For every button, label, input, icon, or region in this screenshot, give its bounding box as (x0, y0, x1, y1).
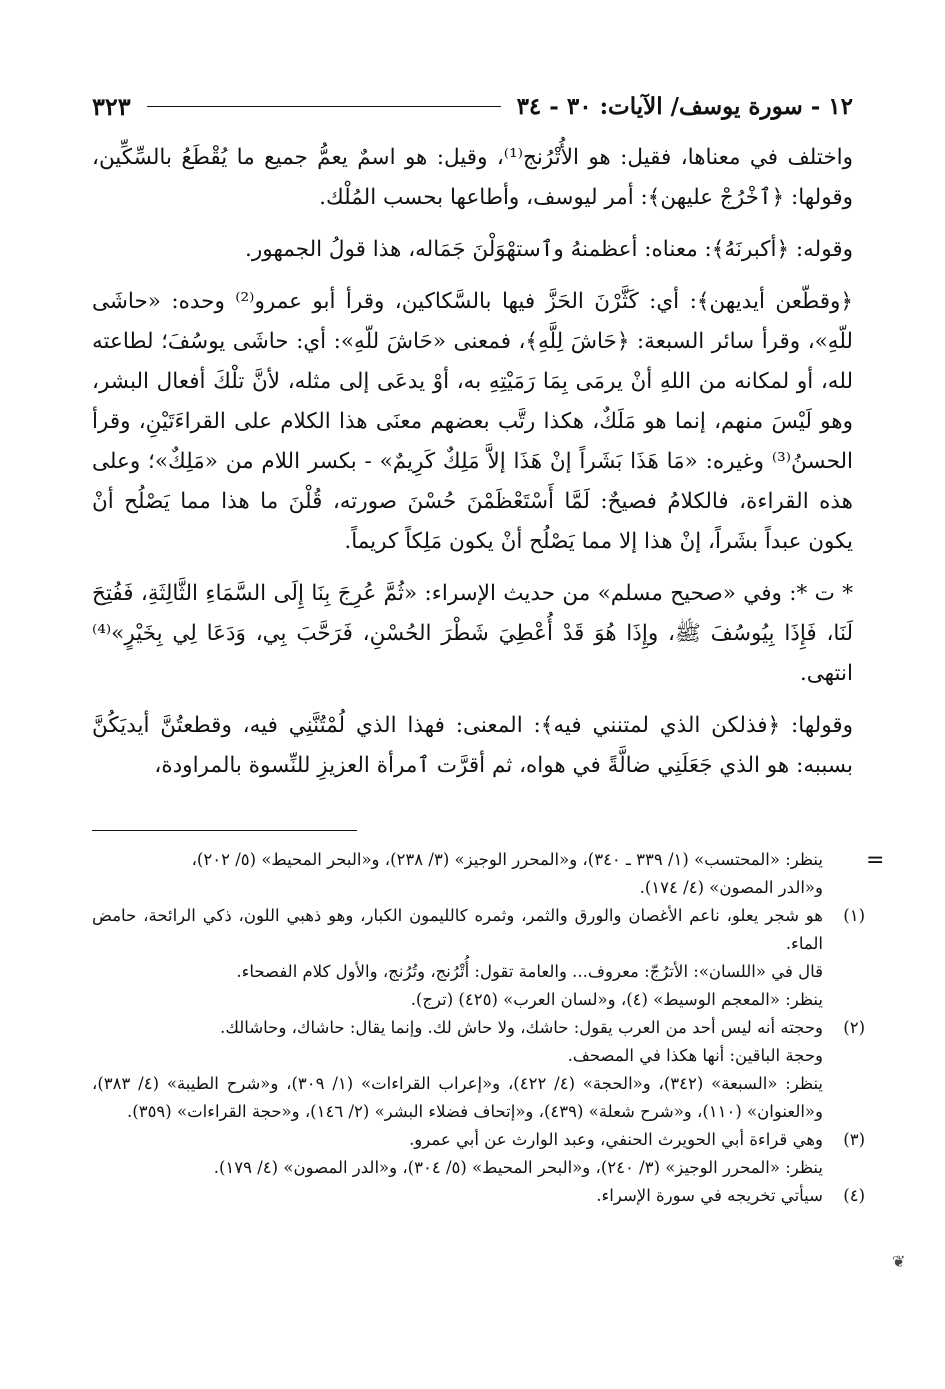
footnote-2 (92, 1014, 865, 1126)
footnote-line: هو شجر يعلو، ناعم الأغصان والورق والثمر، وثمره كالليمون الكبار، وهو ذهبي اللون، ذكي الرائحة، حامض الماء. (92, 906, 823, 953)
footnote-number: (٤) (843, 1186, 865, 1205)
footnote-separator (92, 830, 357, 831)
header-title: ١٢ - سورة يوسف/ الآيات: ٣٠ - ٣٤ (516, 92, 853, 120)
running-header (92, 86, 853, 126)
main-text (92, 138, 853, 798)
page-number: ٣٢٣ (92, 91, 131, 121)
footnote-line: ينظر: «المعجم الوسيط» (٤)، و«لسان العرب» (٤٢٥) (ترج). (410, 990, 823, 1009)
continuation-marker: = (866, 848, 885, 873)
footnote-line: قال في «اللسان»: الأترُجّ: معروف... والعامة تقول: أُتْرُنج، وتُرُنج، والأول كلام الفصحاء. (236, 962, 823, 981)
footnote-number: (١) (843, 906, 865, 925)
paragraph-4: * ت *: وفي «صحيح مسلم» من حديث الإسراء: «ثُمَّ عُرِجَ بِنَا إِلَى السَّمَاءِ الثَّالِثَةِ، فَفُتِحَ لَنَا، فَإِذَا بِيُوسُفَ ﷺ، وإِذَا هُوَ قَدْ أُعْطِيَ شَطْرَ الحُسْنِ، فَرَحَّبَ بِي، وَدَعَا لِي بِخَيْرٍ»⁽⁴⁾ انتهى. (92, 581, 853, 686)
footnote-line: وهي قراءة أبي الحويرث الحنفي، وعبد الوارث عن أبي عمرو. (409, 1130, 823, 1149)
paragraph-5: وقولها: ﴿فذلكن الذي لمتنني فيه﴾: المعنى: فهذا الذي لُمْتُنَّنِي فيه، وقطعتُنَّ أيديَكُنَّ بسببه: هو الذي جَعَلَنِي ضالَّةً في هواه، ثم أقرَّت ٱمرأة العزيزِ للنِّسوة بالمراودة، (92, 713, 853, 778)
ornament-icon: ❦ (892, 1252, 906, 1271)
paragraph-2: وقوله: ﴿أكبرنَهُ﴾: معناه: أعظمنهُ وٱستهْوَلْنَ جَمَاله، هذا قولُ الجمهور. (245, 237, 853, 262)
paragraph-1: واختلف في معناها، فقيل: هو الأُتْرُنج⁽¹⁾، وقيل: هو اسمٌ يعمُّ جميع ما يُقْطَعُ بالسِّكِّين، وقولها: ﴿ٱخْرُجْ عليهن﴾: أمر ليوسف، وأطاعها بحسب المُلْك. (92, 145, 853, 210)
footnote-line: وحجته أنه ليس أحد من العرب يقول: حاشك، ولا حاش لك. وإنما يقال: حاشاك، وحاشالك. (220, 1018, 823, 1037)
footnotes (92, 846, 865, 1210)
header-rule (147, 106, 501, 107)
footnote-line: و«الدر المصون» (٤/ ١٧٤). (639, 878, 823, 897)
footnote-number: (٢) (843, 1018, 865, 1037)
footnote-line: ينظر: «المحتسب» (١/ ٣٣٩ ـ ٣٤٠)، و«المحرر الوجيز» (٣/ ٢٣٨)، و«البحر المحيط» (٥/ ٢٠٢)، (191, 850, 823, 869)
footnote-line: سيأتي تخريجه في سورة الإسراء. (596, 1186, 823, 1205)
footnote-line: ينظر: «المحرر الوجيز» (٣/ ٢٤٠)، و«البحر المحيط» (٥/ ٣٠٤)، و«الدر المصون» (٤/ ١٧٩). (213, 1158, 823, 1177)
footnote-3 (92, 1126, 865, 1182)
footnote-continued (92, 846, 865, 902)
footnote-line: وحجة الباقين: أنها هكذا في المصحف. (567, 1046, 823, 1065)
footnote-line: ينظر: «السبعة» (٣٤٢)، و«الحجة» (٤/ ٤٢٢)، و«إعراب القراءات» (١/ ٣٠٩)، و«شرح الطيبة» (٤/ ٣٨٣)، و«العنوان» (١١٠)، و«شرح شعلة» (٤٣٩)، و«إتحاف فضلاء البشر» (٢/ ١٤٦)، و«حجة القراءات» (٣٥٩). (92, 1074, 824, 1121)
footnote-1 (92, 902, 865, 1014)
paragraph-3: ﴿وقطّعن أيديهن﴾: أي: كَثَّرْنَ الحَزَّ فيها بالسَّكاكين، وقرأ أبو عمرو⁽²⁾ وحده: «حاشَى للّهِ»، وقرأ سائر السبعة: ﴿حَاشَ لِلَّهِ﴾، فمعنى «حَاشَ للّهِ»: أي: حاشَى يوسُفَ؛ لطاعته لله، أو لمكانه من اللهِ أنْ يرمَى بِمَا رَمَيْتِهِ به، أوْ يدعَى إلى مثله، لأنَّ تلْكَ أفعال البشر، وهو لَيْسَ منهم، إنما هو مَلَكٌ، هكذا رتَّب بعضهم معنَى هذا الكلام على القراءَتَيْنِ، وقرأ الحسنُ⁽³⁾ وغيره: «مَا هَذَا بَشَراً إنْ هَذَا إلاَّ مَلِكٌ كَرِيمٌ» - بكسر اللام من «مَلِكٌ»؛ وعلى هذه القراءة، فالكلامُ فصيحٌ: لَمَّا أَسْتَعْظَمْنَ حُسْنَ صورته، قُلْنَ ما هذا مما يَصْلُح أنْ يكون عبداً بشَراً، إنْ هذا إلا مما يَصْلُح أنْ يكون مَلِكاً كريماً. (92, 289, 853, 554)
footnote-number: (٣) (843, 1130, 865, 1149)
footnote-4 (92, 1182, 865, 1210)
